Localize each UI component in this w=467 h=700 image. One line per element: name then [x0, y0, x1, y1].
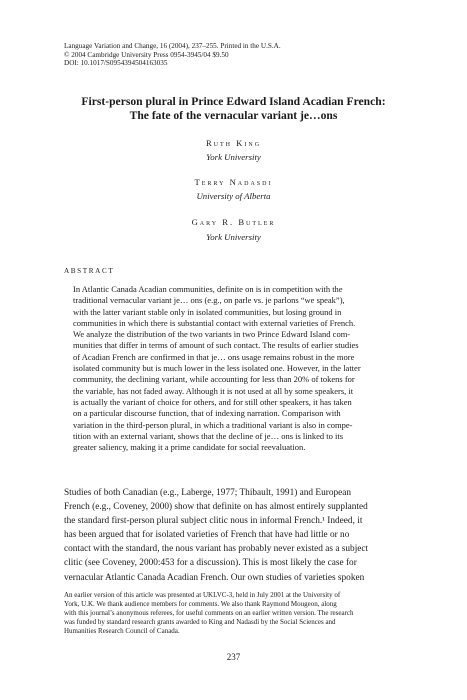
- abstract-line: We analyze the distribution of the two variants in two Prince Edward Island com-: [73, 329, 351, 340]
- abstract-line: on a particular discourse function, that of indexing narration. Comparison with: [73, 408, 341, 419]
- abstract-line: tition with an external variant, shows that the decline of je… ons is linked to its: [73, 430, 344, 441]
- author-affiliation: York University: [206, 152, 261, 162]
- abstract-line: of Acadian French are confirmed in that je… ons usage remains robust in the more: [73, 351, 355, 362]
- abstract-line: community, the declining variant, while accounting for less than 20% of tokens for: [73, 374, 355, 385]
- journal-header: [64, 42, 424, 68]
- author-affiliation: York University: [206, 232, 261, 242]
- abstract-text: [73, 284, 395, 453]
- body-paragraph: [64, 486, 406, 585]
- journal-citation-line: Language Variation and Change, 16 (2004), 237–255. Printed in the U.S.A.: [64, 42, 281, 50]
- footnote-line: with this journal’s anonymous referees, for useful comments on an earlier written version. The research: [64, 608, 354, 617]
- body-line: French (e.g., Coveney, 2000) show that definite on has almost entirely supplanted: [64, 502, 368, 513]
- body-line: vernacular Atlantic Canada Acadian French. Our own studies of varieties spoken: [64, 572, 365, 583]
- abstract-line: communities in which there is substantial contact with external varieties of French.: [73, 317, 356, 328]
- abstract-line: munities that differ in terms of amount of such contact. The results of earlier studies: [73, 340, 359, 351]
- title-line-2: The fate of the vernacular variant je…ons: [129, 109, 338, 122]
- body-line: has been argued that for isolated varieties of French that have had little or no: [64, 530, 350, 541]
- acknowledgment-footnote: [64, 591, 406, 636]
- author-name: Gary R. Butler: [191, 217, 276, 227]
- author-name: Ruth King: [205, 138, 262, 148]
- body-line: Studies of both Canadian (e.g., Laberge, 1977; Thibault, 1991) and European: [64, 488, 352, 498]
- abstract-line: greater saliency, making it a prime candidate for social reevaluation.: [73, 442, 306, 453]
- abstract-line: In Atlantic Canada Acadian communities, definite on is in competition with the: [73, 284, 343, 294]
- article-title: [40, 95, 427, 123]
- journal-doi-line: DOI: 10.1017/S0954394504163035: [64, 59, 168, 68]
- title-line-1: First-person plural in Prince Edward Island Acadian French:: [81, 95, 386, 108]
- body-line: contact with the standard, the nous variant has probably never existed as a subject: [64, 544, 369, 555]
- page-number: 237: [226, 652, 241, 662]
- footnote-line: Humanities Research Council of Canada.: [64, 626, 180, 635]
- abstract-line: with the latter variant stable only in isolated communities, but losing ground in: [73, 306, 342, 317]
- footnote-line: York, U.K. We thank audience members for comments. We also thank Raymond Mougeon, along: [64, 599, 337, 608]
- abstract-line: the variable, has not faded away. Although it is not used at all by some speakers, it: [73, 385, 354, 396]
- abstract-line: traditional vernacular variant je… ons (e.g., on parle vs. je parlons “we speak”),: [73, 295, 345, 306]
- abstract-line: variation in the third-person plural, in which a traditional variant is also in compe-: [73, 419, 353, 430]
- abstract-line: is actually the variant of choice for others, and for still other speakers, it has taken: [73, 396, 352, 407]
- body-line: clitic (see Coveney, 2000:453 for a discussion). This is most likely the case for: [64, 558, 357, 569]
- journal-copyright-line: © 2004 Cambridge University Press 0954-3945/04 $9.50: [64, 50, 229, 59]
- footnote-line: was funded by standard research grants awarded to King and Nadasdi by the Social Sciences and: [64, 617, 336, 626]
- footnote-line: An earlier version of this article was presented at UKLVC-3, held in July 2001 at the University of: [64, 591, 341, 599]
- abstract-line: isolated community but is much lower in the less isolated one. However, in the latter: [73, 363, 361, 374]
- body-line: the standard first-person plural subject clitic nous in informal French.¹ Indeed, it: [64, 516, 363, 527]
- author-name: Terry Nadasdi: [194, 177, 273, 187]
- author-affiliation: University of Alberta: [196, 191, 271, 201]
- abstract-heading: ABSTRACT: [64, 267, 115, 275]
